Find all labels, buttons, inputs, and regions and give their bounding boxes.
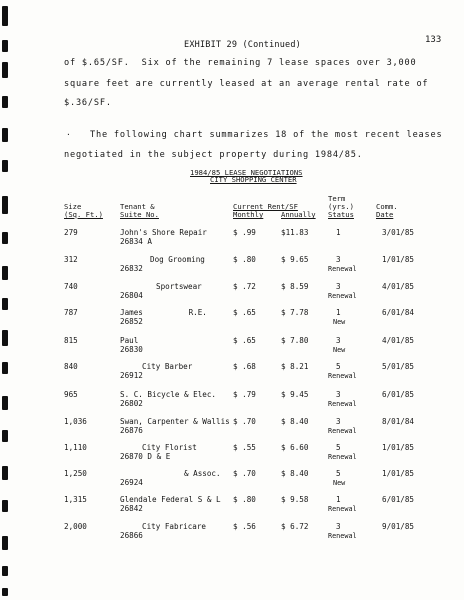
- cell-monthly-rent: $ .99: [233, 228, 256, 237]
- cell-monthly-rent: $ .65: [233, 308, 256, 317]
- cell-size: 815: [64, 336, 78, 345]
- cell-commencement-date: 6/01/85: [382, 495, 415, 504]
- cell-tenant: Swan, Carpenter & Wallis: [120, 417, 230, 426]
- cell-term: 3: [336, 417, 341, 426]
- cell-monthly-rent: $ .70: [233, 417, 256, 426]
- cell-tenant: John's Shore Repair: [120, 228, 207, 237]
- cell-term: 3: [336, 522, 341, 531]
- cell-tenant: City Barber: [142, 362, 193, 371]
- cell-suite: 26802: [120, 399, 143, 408]
- paragraph-line: square feet are currently leased at an average rental rate of: [64, 79, 429, 89]
- cell-commencement-date: 4/01/85: [382, 336, 415, 345]
- cell-commencement-date: 1/01/85: [382, 469, 415, 478]
- cell-tenant: City Florist: [142, 443, 197, 452]
- paragraph-line: $.36/SF.: [64, 98, 112, 108]
- header-annually: Annually: [281, 210, 316, 219]
- header-status: Status: [328, 210, 354, 219]
- binding-edge: [0, 0, 10, 600]
- binding-hole-mark: [2, 566, 8, 576]
- binding-hole-mark: [2, 128, 8, 142]
- cell-annual-rent: $ 8.40: [281, 469, 309, 478]
- table-title: 1984/85 LEASE NEGOTIATIONS: [190, 168, 303, 177]
- binding-hole-mark: [2, 6, 8, 26]
- bullet-mark: ·: [66, 130, 71, 139]
- page-number: 133: [425, 35, 442, 45]
- cell-tenant: & Assoc.: [184, 469, 221, 478]
- cell-status: New: [333, 479, 346, 487]
- cell-tenant: S. C. Bicycle & Elec.: [120, 390, 217, 399]
- cell-annual-rent: $11.83: [281, 228, 309, 237]
- cell-monthly-rent: $ .68: [233, 362, 256, 371]
- cell-monthly-rent: $ .65: [233, 336, 256, 345]
- cell-status: Renewal: [328, 532, 357, 540]
- cell-commencement-date: 8/01/84: [382, 417, 415, 426]
- cell-status: Renewal: [328, 453, 357, 461]
- cell-size: 840: [64, 362, 78, 371]
- binding-hole-mark: [2, 588, 8, 596]
- cell-monthly-rent: $ .80: [233, 495, 256, 504]
- cell-commencement-date: 9/01/85: [382, 522, 415, 531]
- cell-term: 1: [336, 228, 341, 237]
- cell-term: 3: [336, 336, 341, 345]
- cell-size: 312: [64, 255, 78, 264]
- cell-annual-rent: $ 9.58: [281, 495, 309, 504]
- cell-monthly-rent: $ .70: [233, 469, 256, 478]
- binding-hole-mark: [2, 330, 8, 346]
- cell-tenant: Paul: [120, 336, 139, 345]
- cell-annual-rent: $ 8.40: [281, 417, 309, 426]
- header-size-unit: (Sq. Ft.): [64, 210, 103, 219]
- cell-size: 1,315: [64, 495, 87, 504]
- cell-commencement-date: 1/01/85: [382, 255, 415, 264]
- binding-hole-mark: [2, 266, 8, 280]
- header-current-rent: Current Rent/SF: [233, 202, 298, 211]
- paragraph-line: of $.65/SF. Six of the remaining 7 lease spaces over 3,000: [64, 58, 417, 68]
- cell-status: Renewal: [328, 292, 357, 300]
- cell-size: 1,110: [64, 443, 87, 452]
- cell-annual-rent: $ 7.80: [281, 336, 309, 345]
- cell-size: 279: [64, 228, 78, 237]
- cell-status: Renewal: [328, 427, 357, 435]
- cell-tenant: James R.E.: [120, 308, 207, 317]
- header-tenant: Tenant &: [120, 202, 155, 211]
- cell-size: 965: [64, 390, 78, 399]
- cell-suite: 26866: [120, 531, 143, 540]
- header-monthly: Monthly: [233, 210, 264, 219]
- binding-hole-mark: [2, 362, 8, 374]
- binding-hole-mark: [2, 232, 8, 244]
- header-size: Size: [64, 202, 82, 211]
- binding-hole-mark: [2, 96, 8, 108]
- binding-hole-mark: [2, 40, 8, 52]
- cell-commencement-date: 1/01/85: [382, 443, 415, 452]
- cell-term: 5: [336, 362, 341, 371]
- cell-annual-rent: $ 9.65: [281, 255, 309, 264]
- header-date: Date: [376, 210, 394, 219]
- cell-status: Renewal: [328, 265, 357, 273]
- cell-suite: 26834 A: [120, 237, 153, 246]
- cell-annual-rent: $ 6.72: [281, 522, 309, 531]
- cell-annual-rent: $ 8.21: [281, 362, 309, 371]
- cell-term: 5: [336, 443, 341, 452]
- header-term: Term: [328, 194, 346, 203]
- cell-commencement-date: 5/01/85: [382, 362, 415, 371]
- cell-size: 787: [64, 308, 78, 317]
- cell-commencement-date: 4/01/85: [382, 282, 415, 291]
- cell-tenant: Sportswear: [156, 282, 202, 291]
- cell-status: Renewal: [328, 505, 357, 513]
- cell-size: 1,036: [64, 417, 87, 426]
- cell-status: New: [333, 346, 346, 354]
- cell-suite: 26912: [120, 371, 143, 380]
- cell-suite: 26830: [120, 345, 143, 354]
- cell-monthly-rent: $ .80: [233, 255, 256, 264]
- cell-monthly-rent: $ .72: [233, 282, 256, 291]
- cell-suite: 26804: [120, 291, 143, 300]
- cell-term: 1: [336, 495, 341, 504]
- table-subtitle: CITY SHOPPING CENTER: [210, 175, 297, 184]
- cell-term: 5: [336, 469, 341, 478]
- binding-hole-mark: [2, 196, 8, 214]
- binding-hole-mark: [2, 430, 8, 442]
- cell-annual-rent: $ 6.60: [281, 443, 309, 452]
- binding-hole-mark: [2, 396, 8, 410]
- cell-commencement-date: 6/01/85: [382, 390, 415, 399]
- binding-hole-mark: [2, 62, 8, 78]
- cell-size: 2,000: [64, 522, 87, 531]
- cell-term: 3: [336, 255, 341, 264]
- header-suite: Suite No.: [120, 210, 159, 219]
- cell-size: 740: [64, 282, 78, 291]
- binding-hole-mark: [2, 466, 8, 480]
- cell-suite: 26870 D & E: [120, 452, 171, 461]
- cell-suite: 26842: [120, 504, 143, 513]
- binding-hole-mark: [2, 536, 8, 550]
- cell-monthly-rent: $ .55: [233, 443, 256, 452]
- cell-term: 3: [336, 390, 341, 399]
- cell-commencement-date: 3/01/85: [382, 228, 415, 237]
- header-comm: Comm.: [376, 202, 398, 211]
- cell-suite: 26832: [120, 264, 143, 273]
- cell-suite: 26876: [120, 426, 143, 435]
- header-term-unit: (yrs.): [328, 202, 354, 211]
- cell-tenant: City Fabricare: [142, 522, 207, 531]
- cell-status: Renewal: [328, 400, 357, 408]
- binding-hole-mark: [2, 500, 8, 512]
- exhibit-heading: EXHIBIT 29 (Continued): [184, 40, 301, 50]
- cell-size: 1,250: [64, 469, 87, 478]
- binding-hole-mark: [2, 298, 8, 310]
- cell-term: 1: [336, 308, 341, 317]
- cell-annual-rent: $ 7.78: [281, 308, 309, 317]
- cell-tenant: Dog Grooming: [150, 255, 205, 264]
- cell-monthly-rent: $ .56: [233, 522, 256, 531]
- cell-commencement-date: 6/01/84: [382, 308, 415, 317]
- cell-term: 3: [336, 282, 341, 291]
- paragraph-line: negotiated in the subject property during 1984/85.: [64, 150, 363, 160]
- cell-suite: 26852: [120, 317, 143, 326]
- cell-suite: 26924: [120, 478, 143, 487]
- cell-tenant: Glendale Federal S & L: [120, 495, 221, 504]
- cell-status: New: [333, 318, 346, 326]
- cell-annual-rent: $ 8.59: [281, 282, 309, 291]
- binding-hole-mark: [2, 160, 8, 172]
- cell-status: Renewal: [328, 372, 357, 380]
- cell-monthly-rent: $ .79: [233, 390, 256, 399]
- cell-annual-rent: $ 9.45: [281, 390, 309, 399]
- paragraph-line: The following chart summarizes 18 of the most recent leases: [90, 130, 443, 140]
